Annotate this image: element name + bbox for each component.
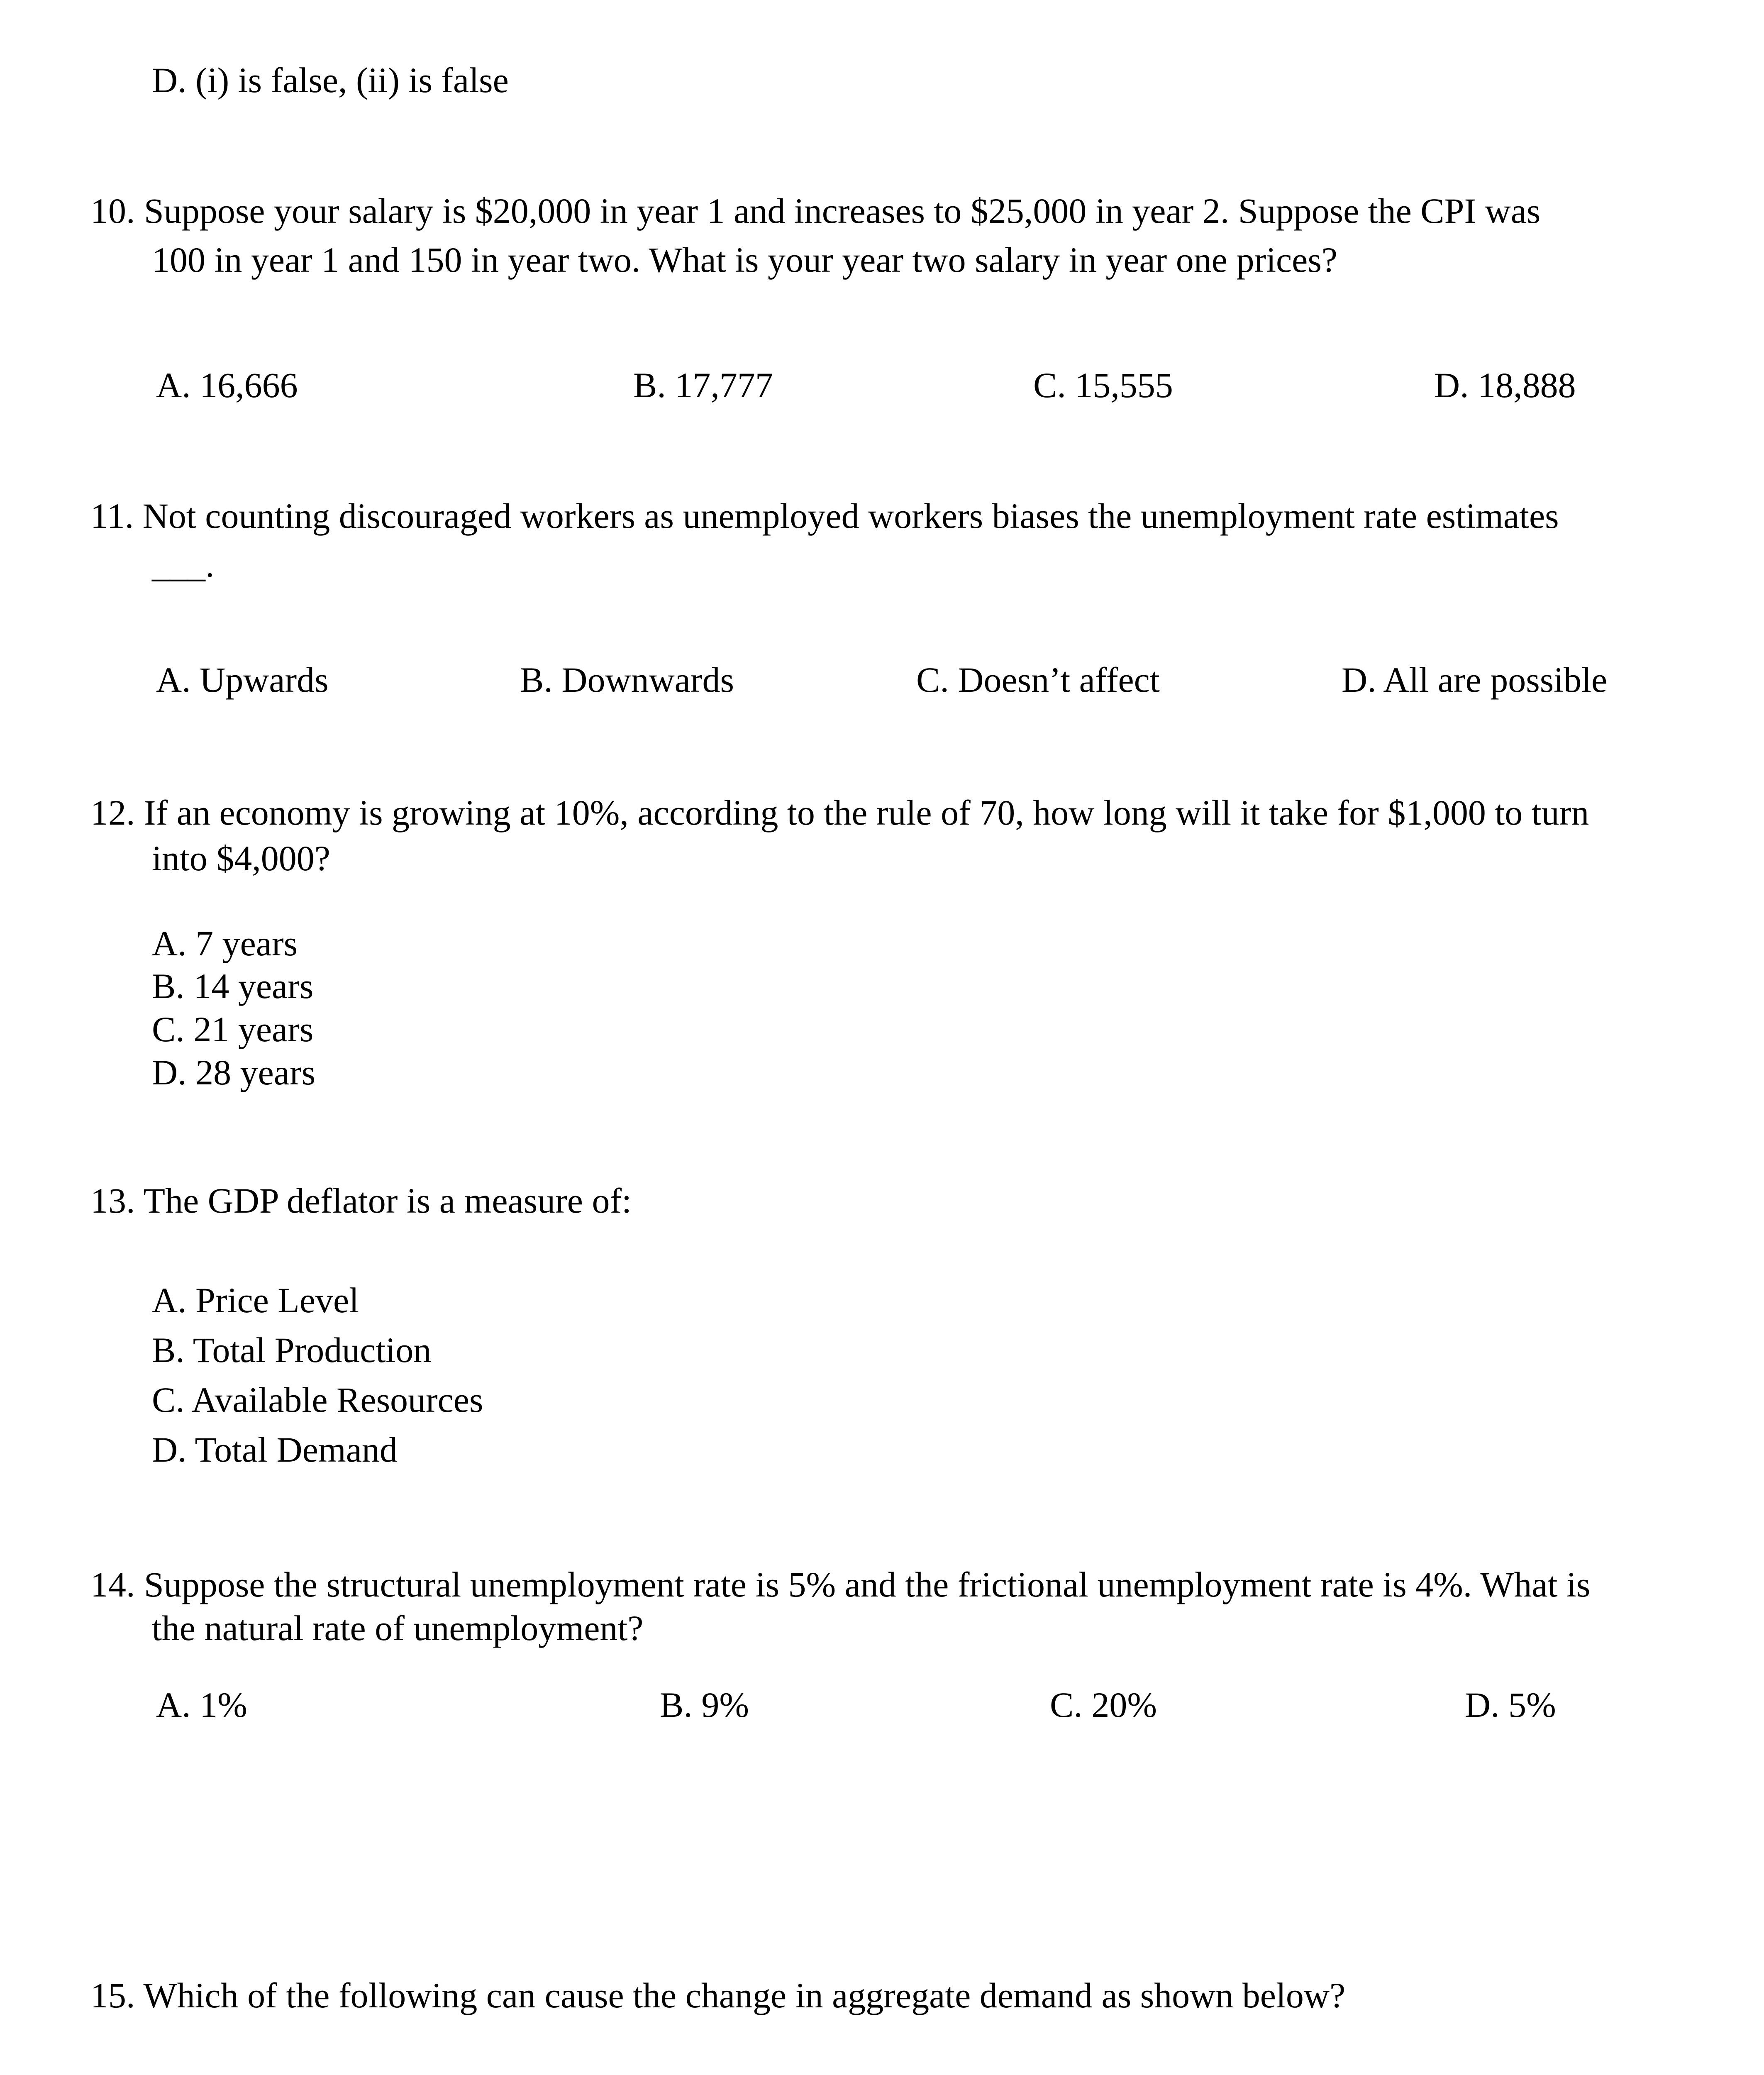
q11-option-d: D. All are possible	[1342, 660, 1608, 700]
q12-option-d: D. 28 years	[152, 1052, 316, 1092]
q14-option-a: A. 1%	[156, 1685, 247, 1725]
q14-option-d: D. 5%	[1465, 1685, 1556, 1725]
q13-text-line1: 13. The GDP deflator is a measure of:	[90, 1181, 632, 1221]
q14-option-b: B. 9%	[660, 1685, 749, 1725]
q11-option-c: C. Doesn’t affect	[916, 660, 1160, 700]
q11-option-a: A. Upwards	[156, 660, 329, 700]
q13-option-d: D. Total Demand	[152, 1430, 398, 1470]
q13-option-a: A. Price Level	[152, 1280, 359, 1320]
q14-text-line2: the natural rate of unemployment?	[152, 1608, 644, 1648]
q10-text-line1: 10. Suppose your salary is $20,000 in year 1 and increases to $25,000 in year 2. Suppose the CPI was	[90, 191, 1541, 231]
q14-text-line1: 14. Suppose the structural unemployment rate is 5% and the frictional unemployment rate is 4%. What is	[90, 1565, 1591, 1604]
q12-text-line1: 12. If an economy is growing at 10%, according to the rule of 70, how long will it take for $1,000 to turn	[90, 793, 1589, 832]
q15-text-line1: 15. Which of the following can cause the change in aggregate demand as shown below?	[90, 1975, 1346, 2015]
q10-text-line2: 100 in year 1 and 150 in year two. What is your year two salary in year one prices?	[152, 240, 1337, 280]
q12-option-c: C. 21 years	[152, 1009, 314, 1049]
q10-option-c: C. 15,555	[1033, 365, 1173, 405]
q11-option-b: B. Downwards	[520, 660, 734, 700]
q11-text-line2: ___.	[152, 545, 215, 585]
q10-option-b: B. 17,777	[633, 365, 773, 405]
q12-option-a: A. 7 years	[152, 923, 298, 963]
q13-option-b: B. Total Production	[152, 1330, 432, 1370]
q11-text-line1: 11. Not counting discouraged workers as unemployed workers biases the unemployment rate estimates	[90, 496, 1559, 536]
q9-option-d: D. (i) is false, (ii) is false	[152, 60, 509, 100]
q12-option-b: B. 14 years	[152, 966, 314, 1006]
q10-option-d: D. 18,888	[1434, 365, 1576, 405]
q13-option-c: C. Available Resources	[152, 1380, 483, 1420]
q14-option-c: C. 20%	[1050, 1685, 1157, 1725]
q12-text-line2: into $4,000?	[152, 838, 330, 878]
q10-option-a: A. 16,666	[156, 365, 298, 405]
